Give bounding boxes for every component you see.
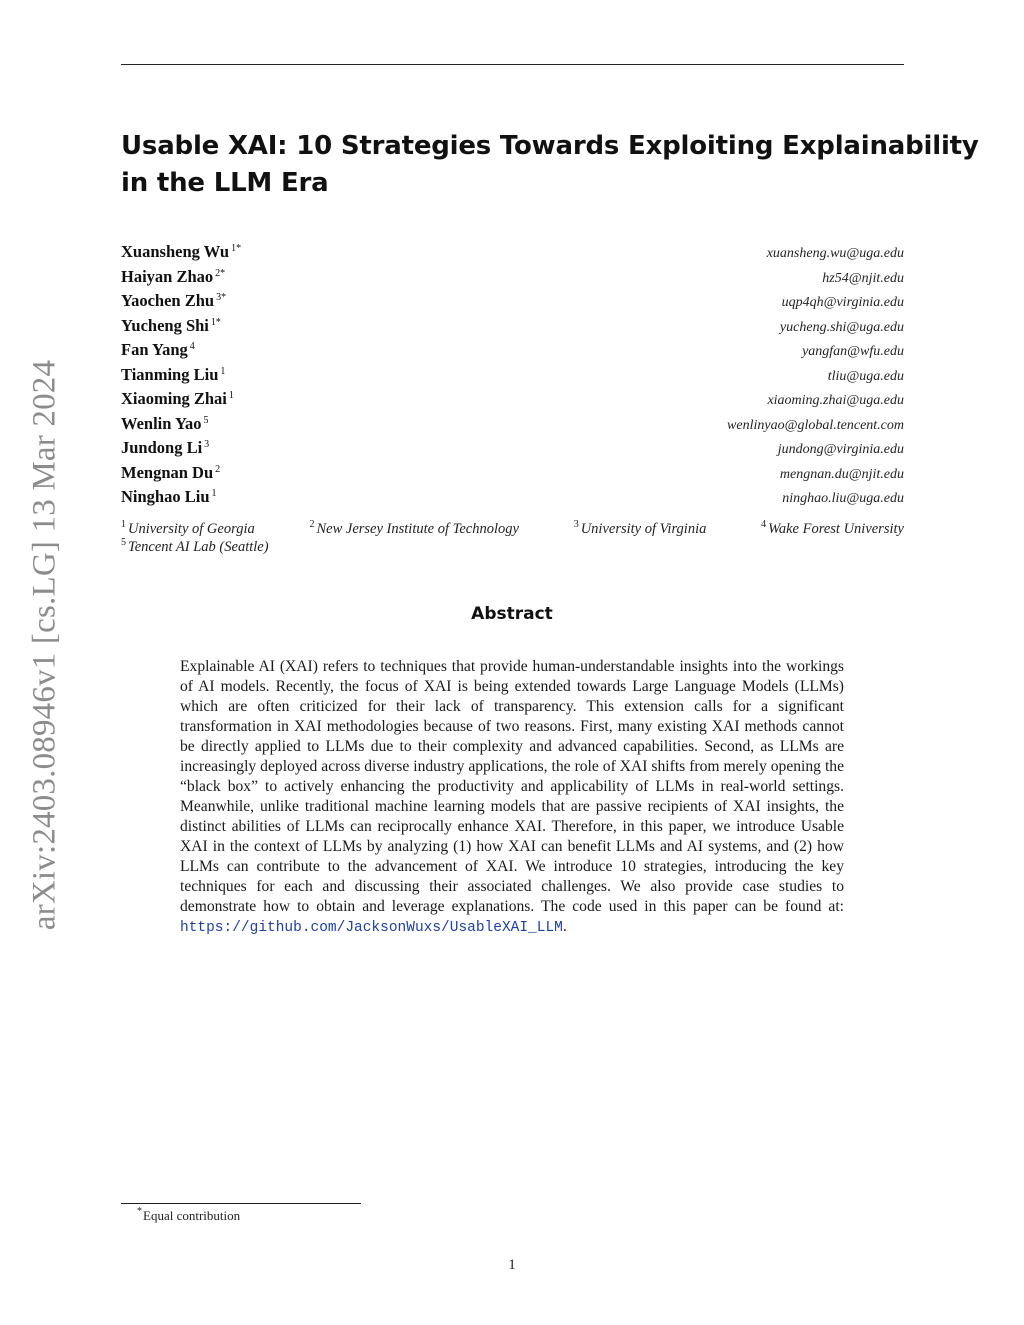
top-rule	[121, 64, 904, 65]
author-email[interactable]: wenlinyao@global.tencent.com	[727, 417, 904, 433]
author-row	[121, 338, 904, 363]
author-row	[121, 387, 904, 412]
author-email[interactable]: hz54@njit.edu	[822, 270, 904, 286]
arxiv-identifier-stamp: arXiv:2403.08946v1 [cs.LG] 13 Mar 2024	[26, 359, 63, 931]
author-name-text: Xiaoming Zhai	[121, 389, 227, 408]
author-affiliation-mark: 1	[220, 365, 226, 377]
page-number: 1	[508, 1257, 516, 1273]
title-line-1: Usable XAI: 10 Strategies Towards Exploiting Explainability	[121, 131, 979, 161]
author-row	[121, 240, 904, 265]
author-name-text: Tianming Liu	[121, 364, 219, 384]
abstract-text: Explainable AI (XAI) refers to techniques that provide human-understandable insights into the workings of AI models. Recently, the focus of XAI is being extended towards Large Language Models (LLMs) which are often criticized for their lack of transparency. This extension calls for a significant transformation in XAI methodologies because of two reasons. First, many existing XAI methods cannot be directly applied to LLMs due to their complexity and advanced capabilities. Second, as LLMs are increasingly deployed across diverse industry applications, the role of XAI shifts from merely opening the “black box” to actively enhancing the productivity and applicability of LLMs in real-world settings. Meanwhile, unlike traditional machine learning models that are passive recipients of XAI insights, the distinct abilities of LLMs can reciprocally enhance XAI. Therefore, in this paper, we introduce Usable XAI in the context of LLMs by analyzing (1) how XAI can benefit LLMs and AI systems, and (2) how LLMs can contribute to the advancement of XAI. We introduce 10 strategies, introducing the key techniques for each and discussing their associated challenges. We also provide case studies to demonstrate how to obtain and leverage explanations. The code used in this paper can be found at:	[180, 658, 844, 915]
author-name	[121, 265, 225, 290]
author-affiliation-mark: 2	[215, 463, 221, 475]
author-row	[121, 436, 904, 461]
author-email[interactable]: mengnan.du@njit.edu	[779, 466, 904, 482]
code-repository-link[interactable]: https://github.com/JacksonWuxs/UsableXAI_LLM	[180, 920, 563, 936]
paper-title	[121, 128, 979, 202]
author-name	[121, 314, 221, 339]
author-row	[121, 485, 904, 510]
affiliation-5: $^5$ Tencent AI Lab (Seattle)	[121, 537, 269, 555]
affiliation-1: $^1$ University of Georgia	[121, 519, 255, 537]
author-name-text: Mengnan Du	[121, 462, 214, 482]
author-name-text: Xuansheng Wu	[121, 242, 230, 261]
author-affiliation-mark: 1*	[231, 243, 242, 254]
author-row	[121, 412, 904, 437]
author-name-text: Yaochen Zhu	[121, 291, 215, 310]
author-email[interactable]: jundong@virginia.edu	[777, 442, 904, 457]
author-affiliation-mark: 3*	[216, 292, 227, 303]
affiliation-4: $^4$ Wake Forest University	[761, 519, 904, 537]
author-row	[121, 363, 904, 388]
author-affiliation-mark: 2*	[215, 267, 226, 279]
author-name-text: Yucheng Shi	[121, 315, 209, 335]
author-name-text: Wenlin Yao	[121, 413, 202, 433]
author-email[interactable]: tliu@uga.edu	[827, 368, 904, 384]
author-name-text: Haiyan Zhao	[121, 266, 214, 286]
author-name-text: Jundong Li	[121, 438, 203, 457]
author-email[interactable]: yangfan@wfu.edu	[802, 344, 904, 359]
author-name	[121, 338, 195, 363]
author-row	[121, 461, 904, 486]
author-email[interactable]: ninghao.liu@uga.edu	[782, 491, 904, 506]
author-name	[121, 387, 234, 412]
author-name	[121, 461, 220, 486]
footnote-equal-contribution	[137, 1208, 240, 1224]
author-row	[121, 314, 904, 339]
author-email[interactable]: uqp4qh@virginia.edu	[781, 295, 904, 310]
affiliations	[121, 520, 904, 556]
author-list	[121, 240, 904, 510]
author-affiliation-mark: 5	[203, 414, 209, 426]
author-name-text: Ninghao Liu	[121, 487, 210, 506]
author-email[interactable]: yucheng.shi@uga.edu	[779, 319, 904, 335]
affiliation-3: $^3$ University of Virginia	[573, 519, 707, 537]
author-name	[121, 240, 241, 265]
author-name	[121, 412, 209, 437]
author-name	[121, 436, 209, 461]
author-affiliation-mark: 4	[189, 341, 195, 352]
author-name	[121, 289, 226, 314]
author-affiliation-mark: 3	[204, 439, 210, 450]
author-email[interactable]: xuansheng.wu@uga.edu	[766, 246, 904, 261]
author-affiliation-mark: 1	[228, 390, 234, 401]
author-row	[121, 265, 904, 290]
abstract-end: .	[562, 918, 567, 935]
author-affiliation-mark: 1	[211, 488, 217, 499]
author-name	[121, 485, 217, 510]
author-name-text: Fan Yang	[121, 340, 188, 359]
author-email[interactable]: xiaoming.zhai@uga.edu	[767, 393, 904, 408]
footnote-rule	[121, 1203, 361, 1204]
author-affiliation-mark: 1*	[210, 316, 221, 328]
author-row	[121, 289, 904, 314]
abstract-heading: Abstract	[471, 604, 553, 624]
footnote-text: Equal contribution	[143, 1208, 241, 1223]
title-line-2: in the LLM Era	[121, 168, 329, 198]
abstract-body	[180, 657, 844, 938]
footnote-mark: *	[137, 1206, 142, 1217]
author-name	[121, 363, 225, 388]
affiliation-2: $^2$ New Jersey Institute of Technology	[309, 519, 519, 537]
